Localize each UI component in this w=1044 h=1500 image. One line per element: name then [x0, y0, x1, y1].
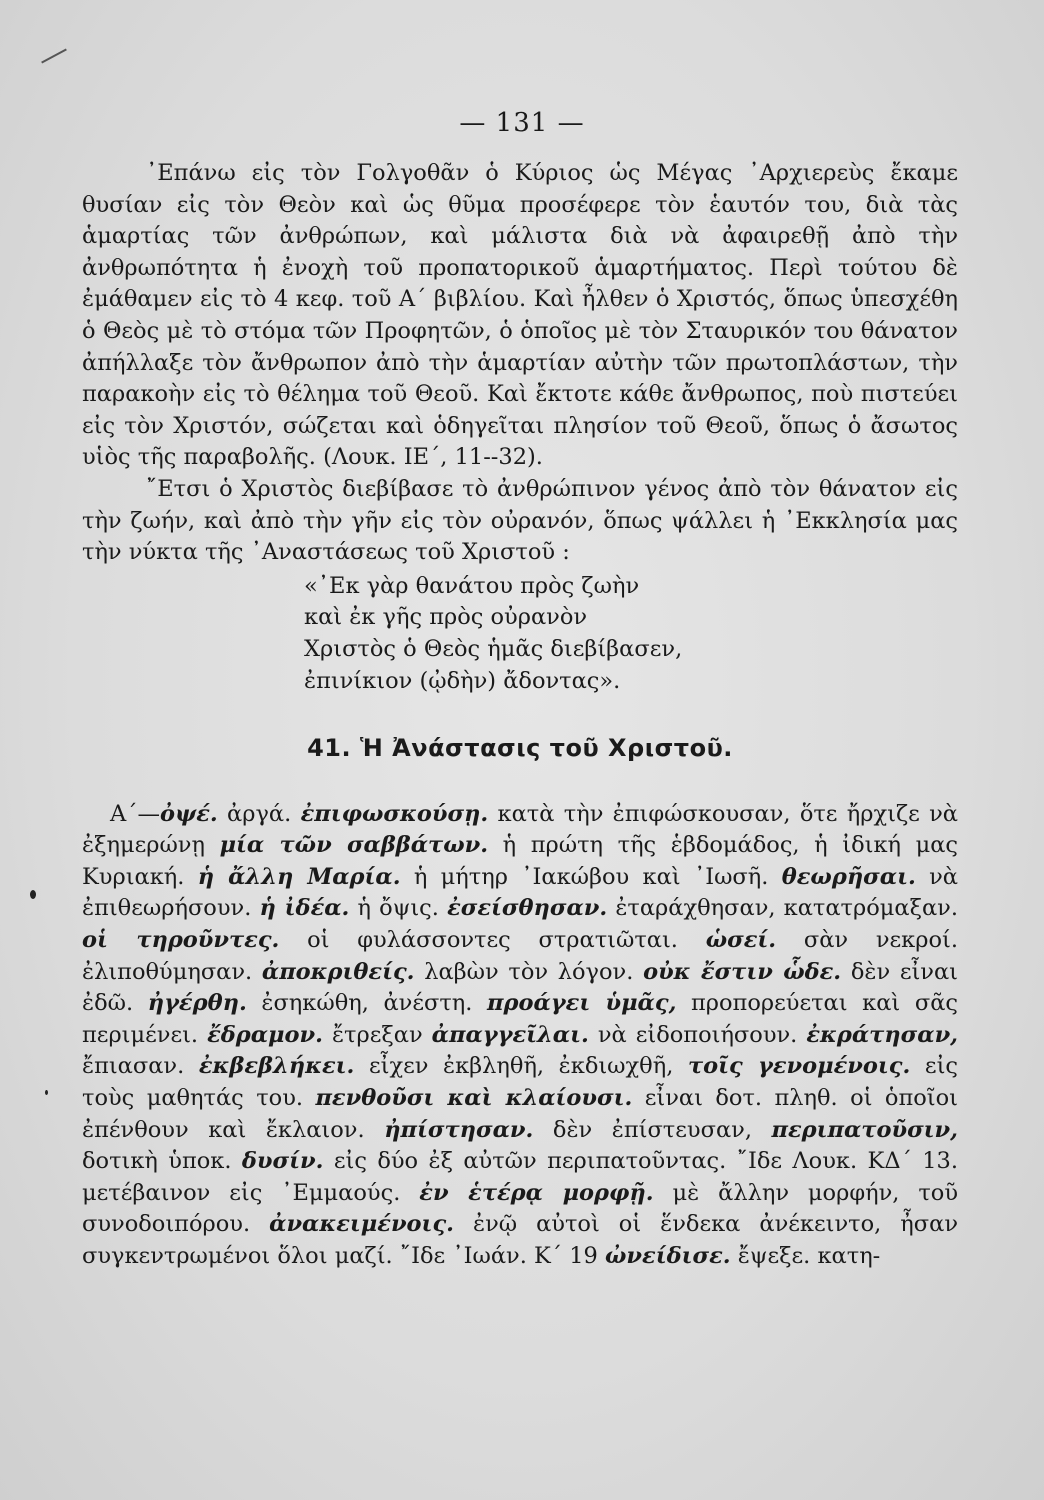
paragraph-etsi: ῎Ετσι ὁ Χριστὸς διεβίβασε τὸ ἀνθρώπινον γένος ἀπὸ τὸν θάνατον εἰς τὴν ζωήν, καὶ ἀπὸ τὴν γῆν εἰς τὸν οὐρανόν, ὅπως ψάλλει ἡ ᾿Εκκλησία μας τὴν νύκτα τῆς ᾿Αναστάσεως τοῦ Χριστοῦ : [82, 475, 958, 566]
glossary-text: ἡ ὄψις. [349, 895, 448, 922]
glossary-text: κατὰ τὴν ἐπιφώσκουσαν, ὅτε ἤρχιζε νὰ ἐξημερώνῃ [82, 800, 958, 859]
glossary-text: ἐταράχθησαν, κατατρόμαξαν. [607, 895, 959, 922]
hymn-line: καὶ ἐκ γῆς πρὸς οὐρανὸν [304, 604, 588, 631]
hymn-line: ἐπινίκιον (ᾠδὴν) ἄδοντας». [304, 667, 621, 694]
glossary-term: ἡ ἰδέα. [259, 895, 350, 922]
glossary-text: Α΄— [110, 800, 160, 827]
glossary-term: ἀνακειμένοις. [269, 1211, 454, 1238]
glossary-text: δοτικὴ ὑποκ. [82, 1148, 242, 1175]
hymn-quote [304, 571, 958, 697]
glossary-text: εἶχεν ἐκβληθῆ, ἐκδιωχθῆ, [354, 1053, 688, 1080]
glossary-text: λαβὼν τὸν λόγον. [414, 958, 644, 985]
glossary-text: ἐσηκώθη, ἀνέστη. [246, 990, 488, 1017]
hymn-line: Χριστὸς ὁ Θεὸς ἡμᾶς διεβίβασεν, [304, 635, 683, 662]
glossary-text: δὲν εἶναι ἐδῶ. [82, 958, 958, 1017]
glossary-text: νὰ ἐπιθεωρήσουν. [82, 863, 959, 922]
glossary-term: ἡ ἄλλη Μαρία. [197, 863, 401, 890]
glossary-text: οἱ φυλάσσοντες στρατιῶται. [279, 927, 706, 954]
glossary-term: τοῖς γενομένοις. [687, 1053, 911, 1080]
glossary-term: προάγει ὑμᾶς, [487, 990, 677, 1017]
glossary-term: μία τῶν σαββάτων. [219, 832, 489, 859]
glossary-text: εἰς τοὺς μαθητάς του. [82, 1053, 958, 1112]
glossary-text: ἡ μήτηρ ᾿Ιακώβου καὶ ᾿Ιωσῆ. [400, 863, 782, 890]
glossary-text: ἔπιασαν. [82, 1053, 199, 1080]
page-number: — 131 — [459, 108, 585, 138]
glossary-term: ἠγέρθη. [147, 990, 247, 1017]
section-title: 41. Ἡ Ἀνάστασις τοῦ Χριστοῦ. [307, 734, 733, 763]
glossary-term: ἀποκριθείς. [261, 958, 415, 985]
glossary-text: ἔτρεξαν [322, 1021, 432, 1048]
glossary-text: νὰ εἰδοποιήσουν. [588, 1021, 807, 1048]
hymn-line: «᾿Εκ γὰρ θανάτου πρὸς ζωὴν [304, 572, 640, 599]
glossary-text: εἶναι δοτ. πληθ. οἱ ὁποῖοι ἐπένθουν καὶ ἔκλαιον. [82, 1085, 958, 1143]
page-text [82, 158, 958, 1273]
glossary-text: δὲν ἐπίστευσαν, [533, 1116, 772, 1143]
glossary-text: ἀργά. [217, 800, 301, 827]
glossary-term: ὀψέ. [160, 800, 218, 827]
glossary-term: ἐσείσθησαν. [447, 895, 608, 922]
glossary-text: προπορεύεται καὶ σᾶς περιμένει. [82, 990, 958, 1048]
scan-speck [30, 890, 36, 899]
glossary-term: οἱ τηροῦντες. [82, 927, 280, 954]
glossary-term: ὡσεί. [705, 927, 777, 954]
scan-speck [45, 1090, 48, 1095]
glossary-term: θεωρῆσαι. [781, 863, 916, 890]
paragraph-golgotha: ᾿Επάνω εἰς τὸν Γολγοθᾶν ὁ Κύριος ὡς Μέγας ᾿Αρχιερεὺς ἔκαμε θυσίαν εἰς τὸν Θεὸν καὶ ὡς θῦμα προσέφερε τὸν ἑαυτόν του, διὰ τὰς ἁμαρτίας τῶν ἀνθρώπων, καὶ μάλιστα διὰ νὰ ἀφαιρεθῇ ἀπὸ τὴν ἀνθρωπότητα ἡ ἐνοχὴ τοῦ προπατορικοῦ ἁμαρτήματος. Περὶ τούτου δὲ ἐμάθαμεν εἰς τὸ 4 κεφ. τοῦ Α΄ βιβλίου. Καὶ ἦλθεν ὁ Χριστός, ὅπως ὑπεσχέθη ὁ Θεὸς μὲ τὸ στόμα τῶν Προφητῶν, ὁ ὁποῖος μὲ τὸν Σταυρικόν του θάνατον ἀπήλλαξε τὸν ἄνθρωπον ἀπὸ τὴν ἁμαρτίαν αὐτὴν τῶν πρωτοπλάστων, τὴν παρακοὴν εἰς τὸ θέλημα τοῦ Θεοῦ. Καὶ ἔκτοτε κάθε ἄνθρωπος, ποὺ πιστεύει εἰς τὸν Χριστόν, σώζεται καὶ ὁδηγεῖται πλησίον τοῦ Θεοῦ, ὅπως ὁ ἄσωτος υἱὸς τῆς παραβολῆς. (Λουκ. ΙΕ΄, 11--32). [82, 160, 958, 471]
glossary-text: ἡ πρώτη τῆς ἑβδομάδος, ἡ ἰδική μας Κυριακή. [82, 832, 958, 890]
glossary-term: ἐκβεβλήκει. [198, 1053, 355, 1080]
glossary-term: ἠπίστησαν. [384, 1116, 534, 1143]
scan-edge-mark [41, 49, 67, 64]
glossary-term: ἐν ἑτέρᾳ μορφῇ. [419, 1179, 654, 1206]
glossary-term: πενθοῦσι καὶ κλαίουσι. [315, 1085, 633, 1112]
glossary-term: δυσίν. [241, 1148, 324, 1175]
glossary-term: ἔδραμον. [207, 1021, 323, 1048]
glossary-term: ὠνείδισε. [605, 1243, 731, 1269]
glossary-term: οὐκ ἔστιν ὧδε. [643, 958, 842, 985]
glossary-text: σὰν νεκροί. ἐλιποθύμησαν. [82, 927, 958, 985]
glossary-term: ἐκράτησαν, [806, 1021, 959, 1048]
glossary-text: εἰς δύο ἐξ αὐτῶν περιπατοῦντας. ῎Ιδε Λουκ. ΚΔ΄ 13. μετέβαινον εἰς ᾿Εμμαούς. [82, 1148, 958, 1206]
glossary-paragraph [82, 799, 958, 1273]
glossary-term: ἐπιφωσκούσῃ. [300, 800, 489, 827]
glossary-text: μὲ ἄλλην μορφήν, τοῦ συνοδοιπόρου. [82, 1179, 958, 1238]
glossary-text: ἔψεξε. κατη- [730, 1243, 881, 1269]
glossary-term: περιπατοῦσιν, [771, 1116, 958, 1143]
glossary-term: ἀπαγγεῖλαι. [431, 1021, 589, 1048]
glossary-text: ἐνῷ αὐτοὶ οἱ ἕνδεκα ἀνέκειντο, ἦσαν συγκεντρωμένοι ὅλοι μαζί. ῎Ιδε ᾿Ιωάν. Κ΄ 19 [82, 1211, 958, 1269]
